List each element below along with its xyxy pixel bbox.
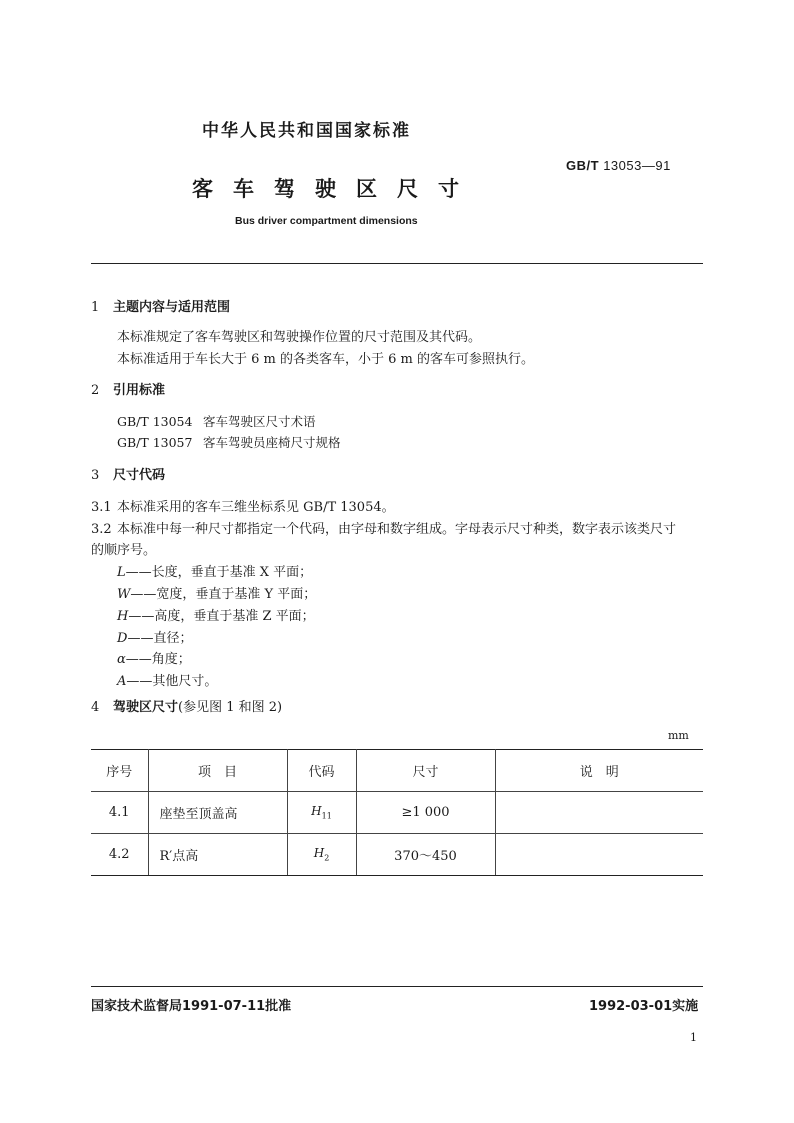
code-definition: A——其他尺寸。 [117,674,218,689]
code-definition: W——宽度，垂直于基准 Y 平面； [117,587,317,602]
clause-3-2-cont: 的顺序号。 [91,543,157,558]
code-definition: D——直径； [117,631,193,646]
cell-seq: 4.2 [91,834,148,876]
section-4-heading: 4 驾驶区尺寸(参见图 1 和图 2) [91,700,283,715]
reference-item: GB/T 13054 客车驾驶区尺寸术语 [117,414,316,429]
footer-divider [91,986,703,987]
national-standard-heading: 中华人民共和国国家标准 [202,121,411,141]
document-title: 客车驾驶区尺寸 [192,177,479,201]
clause-3-2: 3.2 本标准中每一种尺寸都指定一个代码，由字母和数字组成。字母表示尺寸种类，数字表示该类尺寸 [91,522,677,537]
section-3-heading: 3 尺寸代码 [91,468,166,483]
cell-note [495,792,703,834]
effective-date: 1992-03-01实施 [589,999,699,1014]
standard-code-number: 13053—91 [603,158,671,173]
standard-code [566,158,671,173]
section-1-para-2: 本标准适用于车长大于 6 m 的各类客车，小于 6 m 的客车可参照执行。 [117,352,534,367]
header-divider [91,263,703,264]
code-definition: L——长度，垂直于基准 X 平面； [117,565,313,580]
clause-3-1: 3.1 本标准采用的客车三维坐标系见 GB/T 13054。 [91,500,395,515]
document-subtitle: Bus driver compartment dimensions [235,215,418,227]
section-1-heading: 1 主题内容与适用范围 [91,300,231,315]
section-2-heading: 2 引用标准 [91,383,166,398]
reference-item: GB/T 13057 客车驾驶员座椅尺寸规格 [117,435,341,450]
cell-size: ≥1 000 [356,792,495,834]
page-number: 1 [690,1031,697,1044]
header-size: 尺寸 [356,750,495,792]
approval-date: 国家技术监督局1991-07-11批准 [91,999,292,1014]
cell-item: 座垫至顶盖高 [148,792,287,834]
header-code: 代码 [287,750,356,792]
cell-seq: 4.1 [91,792,148,834]
cell-code: $H_2$ [287,834,356,876]
cell-item: R′点高 [148,834,287,876]
header-seq: 序号 [91,750,148,792]
cell-code: $H_{11}$ [287,792,356,834]
header-item: 项 目 [148,750,287,792]
code-definition: α——角度； [117,652,191,667]
dimensions-table [91,749,703,876]
table-row [91,834,703,876]
table-header-row [91,750,703,792]
cell-size: 370～450 [356,834,495,876]
header-note: 说 明 [495,750,703,792]
section-1-para-1: 本标准规定了客车驾驶区和驾驶操作位置的尺寸范围及其代码。 [117,330,482,345]
standard-code-prefix: GB/T [566,158,600,173]
table-row [91,792,703,834]
table-units: mm [668,729,689,742]
code-definition: H——高度，垂直于基准 Z 平面； [117,609,315,624]
cell-note [495,834,703,876]
